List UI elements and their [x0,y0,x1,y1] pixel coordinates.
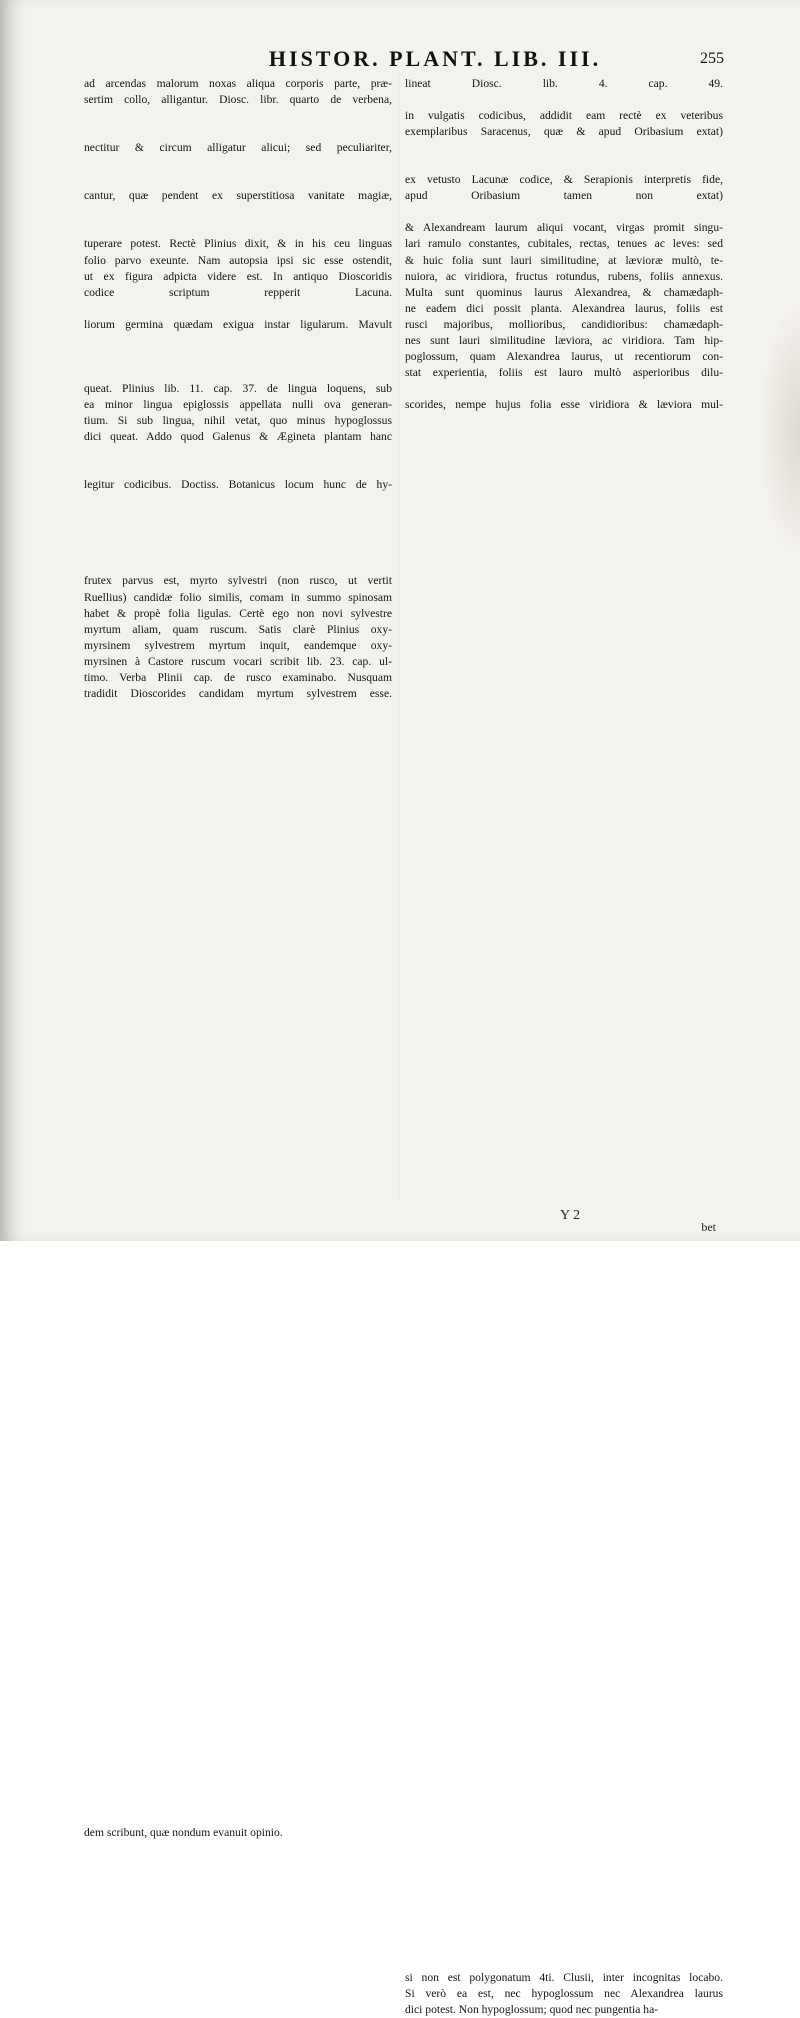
text-line [84,1697,392,1713]
right-text-column [405,76,723,2018]
text-line [84,461,392,477]
text-line [405,445,723,461]
text-line [405,782,723,798]
text-line [84,509,392,525]
text-line: liorum germina quædam exigua instar ligularum. Mavult [84,317,392,331]
text-line [84,814,392,830]
text-line [84,878,392,894]
page-number: 255 [700,50,724,67]
text-line [84,1504,392,1520]
text-line [84,1312,392,1328]
text-line: & huic folia sunt lauri similitudine, at lævioræ multò, te- [405,253,723,267]
text-line [84,1617,392,1633]
text-line [84,220,392,236]
text-line [84,1231,392,1247]
text-line [405,1649,723,1665]
text-line: cantur, quæ pendent ex superstitiosa vanitate magiæ, [84,189,392,203]
column-gutter [398,70,399,1200]
text-line: & Alexandream laurum aliqui vocant, virgas promit singu- [405,221,723,235]
text-line [84,108,392,124]
text-line [405,1953,723,1969]
catchword: bet [701,1220,716,1234]
text-line [405,1023,723,1039]
text-line [405,846,723,862]
text-line: in vulgatis codicibus, addidit eam rectè ex veteribus [405,109,723,123]
text-line: lari ramulo constantes, cubitales, rectas, tenues ac leves: sed [405,237,723,251]
text-line: dici queat. Addo quod Galenus & Ægineta plantam hanc [84,430,392,444]
text-line [405,926,723,942]
text-line [84,1280,392,1296]
text-line: sertim collo, alligantur. Diosc. libr. quarto de verbena, [84,93,392,107]
text-line [84,1809,392,1825]
text-line [84,1103,392,1119]
text-line [405,1440,723,1456]
text-line: habet & propè folia ligulas. Certè ego non novi sylvestre [84,606,392,620]
text-line [405,140,723,156]
text-line [84,1087,392,1103]
text-line [405,1392,723,1408]
text-line [405,1039,723,1055]
text-line [405,429,723,445]
text-line [405,654,723,670]
text-line [405,1713,723,1729]
text-line [84,894,392,910]
text-line [405,862,723,878]
text-line: Ruellius) candidæ folio similis, comam in summo spinosam [84,590,392,604]
text-line: dem scribunt, quæ nondum evanuit opinio. [84,1826,283,1840]
text-line: timo. Verba Plinii cap. de rusco examinabo. Nusquam [84,670,392,684]
text-line [84,943,392,959]
text-line [84,750,392,766]
text-line [405,1905,723,1921]
text-line [84,1665,392,1681]
text-line [405,1681,723,1697]
text-line [405,1312,723,1328]
text-line [84,1520,392,1536]
text-line [405,894,723,910]
text-line [405,1231,723,1247]
text-line: tium. Si sub lingua, nihil vetat, quo minus hypoglossus [84,413,392,427]
text-line [405,975,723,991]
text-line [84,1713,392,1729]
text-line [84,1456,392,1472]
text-line [405,1617,723,1633]
text-line [84,1263,392,1279]
running-title: HISTOR. PLANT. LIB. III. [268,46,602,71]
text-line [84,1536,392,1552]
text-line: ea minor lingua epiglossis appellata nulli ova generan- [84,397,392,411]
text-line: dici potest. Non hypoglossum; quod nec pungentia ha- [405,2002,659,2016]
text-line: myrtum aliam, quam ruscum. Satis clarè Plinius oxy- [84,622,392,636]
text-line [84,445,392,461]
text-line: ne eadem dici possit planta. Alexandrea laurus, foliis est [405,301,723,315]
text-line [405,1071,723,1087]
text-line: exemplaribus Saracenus, quæ & apud Oribasium extat) [405,125,723,139]
text-line [84,124,392,140]
text-line [84,1344,392,1360]
text-line [405,814,723,830]
text-line [405,461,723,477]
text-line [84,1151,392,1167]
text-line [405,1873,723,1889]
text-line [84,798,392,814]
text-line [405,381,723,397]
text-line: legitur codicibus. Doctiss. Botanicus locum hunc de hy- [84,478,392,492]
text-line [405,1584,723,1600]
text-line [84,1552,392,1568]
text-line [84,1777,392,1793]
text-line [405,670,723,686]
text-line [405,557,723,573]
text-line [405,1809,723,1825]
text-line [84,1681,392,1697]
text-line [84,991,392,1007]
text-line [84,975,392,991]
text-line [405,1504,723,1520]
text-line [84,1376,392,1392]
text-line [405,1456,723,1472]
text-line: rusci majoribus, mollioribus, candidioribus: chamædaph- [405,317,723,331]
text-line [405,477,723,493]
text-line [405,1889,723,1905]
signature-mark: Y 2 [560,1208,581,1223]
text-line [84,1584,392,1600]
text-line [84,830,392,846]
text-line [405,1472,723,1488]
text-line [405,991,723,1007]
text-line [405,509,723,525]
text-line [405,1135,723,1151]
text-line [405,1937,723,1953]
text-line [84,349,392,365]
text-line [84,541,392,557]
text-line [405,750,723,766]
page-stain [760,300,800,560]
text-line [405,1488,723,1504]
text-line: apud Oribasium tamen non extat) [405,189,723,203]
text-line [405,606,723,622]
text-line: myrsinem sylvestrem myrtum inquit, eandemque oxy- [84,638,392,652]
text-line [84,156,392,172]
text-line: nectitur & circum alligatur alicui; sed peculiariter, [84,141,392,155]
text-line [405,1280,723,1296]
text-line [405,1247,723,1263]
text-line [405,1729,723,1745]
text-line: tuperare potest. Rectè Plinius dixit, & in his ceu linguas [84,237,392,251]
text-line [405,638,723,654]
text-line [405,1360,723,1376]
text-line [405,766,723,782]
text-line [405,910,723,926]
text-line [84,333,392,349]
text-line [84,1440,392,1456]
text-line [84,365,392,381]
text-line [405,1552,723,1568]
text-line: Si verò ea est, nec hypoglossum nec Alexandrea laurus [405,1986,723,2000]
text-line [84,702,392,718]
text-line [405,702,723,718]
text-line [84,1039,392,1055]
text-line [405,1119,723,1135]
text-line [84,766,392,782]
text-line [84,734,392,750]
text-line: poglossum, quam Alexandrea laurus, ut recentiorum con- [405,349,723,363]
text-line [84,1649,392,1665]
text-line: tradidit Dioscorides candidam myrtum sylvestrem esse. [84,686,392,700]
text-line [84,525,392,541]
text-line [84,1023,392,1039]
text-line [405,1536,723,1552]
text-line: scorides, nempe hujus folia esse viridiora & læviora mul- [405,397,723,411]
text-line: ut ex figura adpicta videre est. In antiquo Dioscoridis [84,269,392,283]
text-line [405,1921,723,1937]
text-line: si non est polygonatum 4ti. Clusii, inter incognitas locabo. [405,1970,723,1984]
text-line [405,1103,723,1119]
text-line [405,1055,723,1071]
text-line [84,1007,392,1023]
text-line [84,172,392,188]
text-line [405,1296,723,1312]
text-line [84,718,392,734]
text-line: nuiora, ac viridiora, fructus rotundus, rubens, foliis annexus. [405,269,723,283]
text-line [405,1167,723,1183]
text-line: myrsinen à Castore ruscum vocari scribit lib. 23. cap. ul- [84,654,392,668]
text-line [405,204,723,220]
text-line: queat. Plinius lib. 11. cap. 37. de lingua loquens, sub [84,381,392,395]
text-line [84,1408,392,1424]
text-line [405,718,723,734]
text-line [84,862,392,878]
text-line [405,413,723,429]
text-line [84,1761,392,1777]
text-line [405,1376,723,1392]
text-line [405,92,723,108]
text-line [84,1424,392,1440]
text-line [405,943,723,959]
text-line [84,557,392,573]
text-line [405,1328,723,1344]
text-line: folio parvo exeunte. Nam autopsia ipsi sic esse ostendit, [84,253,392,267]
text-line [84,1488,392,1504]
text-line [405,798,723,814]
text-line [405,1424,723,1440]
text-line [405,1857,723,1873]
text-line [84,1472,392,1488]
text-line [84,1247,392,1263]
text-line [405,1408,723,1424]
text-line [405,1745,723,1761]
text-line [405,1841,723,1857]
text-line [84,1328,392,1344]
text-line: stat experientia, foliis est lauro multò asperioribus dilu- [405,365,723,379]
text-line [405,525,723,541]
text-line [84,1199,392,1215]
text-line [405,1825,723,1841]
text-line [84,1055,392,1071]
text-line [405,686,723,702]
text-line: ad arcendas malorum noxas aliqua corporis parte, præ- [84,77,392,90]
text-line [84,1071,392,1087]
text-line [405,1633,723,1649]
text-line [84,910,392,926]
text-line [84,1215,392,1231]
text-line [405,493,723,509]
text-line [84,204,392,220]
text-line [84,1167,392,1183]
text-line [84,493,392,509]
text-line [84,846,392,862]
text-line [405,1665,723,1681]
text-line [405,959,723,975]
text-line [84,1568,392,1584]
text-line [405,622,723,638]
text-line [405,573,723,589]
text-line [405,1600,723,1616]
text-line [84,1745,392,1761]
left-text-column [84,76,392,1841]
text-line [405,1777,723,1793]
text-line [405,1568,723,1584]
text-line: frutex parvus est, myrto sylvestri (non rusco, ut vertit [84,574,392,588]
text-line [405,734,723,750]
text-line [405,878,723,894]
text-line [84,1183,392,1199]
text-line [84,1119,392,1135]
text-line [84,959,392,975]
text-line: nes sunt lauri similitudine læviora, ac viridiora. Tam hip- [405,333,723,347]
text-line [84,1793,392,1809]
text-line: ex vetusto Lacunæ codice, & Serapionis interpretis fide, [405,173,723,187]
text-line: lineat Diosc. lib. 4. cap. 49. [405,77,723,90]
text-line [84,1135,392,1151]
text-line [405,590,723,606]
text-line [405,1697,723,1713]
text-line [405,1151,723,1167]
text-line [405,1263,723,1279]
text-line [405,541,723,557]
text-line: codice scriptum repperit Lacuna. [84,285,392,299]
text-line [405,1793,723,1809]
text-line [405,156,723,172]
text-line [84,1600,392,1616]
text-line [405,1087,723,1103]
text-line [84,926,392,942]
text-line [84,1729,392,1745]
text-line [84,1392,392,1408]
text-line [405,1183,723,1199]
text-line [84,782,392,798]
text-line [405,1007,723,1023]
text-line: Multa sunt quominus laurus Alexandrea, & chamædaph- [405,285,723,299]
text-line [405,1520,723,1536]
text-line [405,1761,723,1777]
text-line [84,1633,392,1649]
text-line [84,1360,392,1376]
text-line [405,1344,723,1360]
text-line [84,1296,392,1312]
text-line [84,301,392,317]
text-line [405,830,723,846]
